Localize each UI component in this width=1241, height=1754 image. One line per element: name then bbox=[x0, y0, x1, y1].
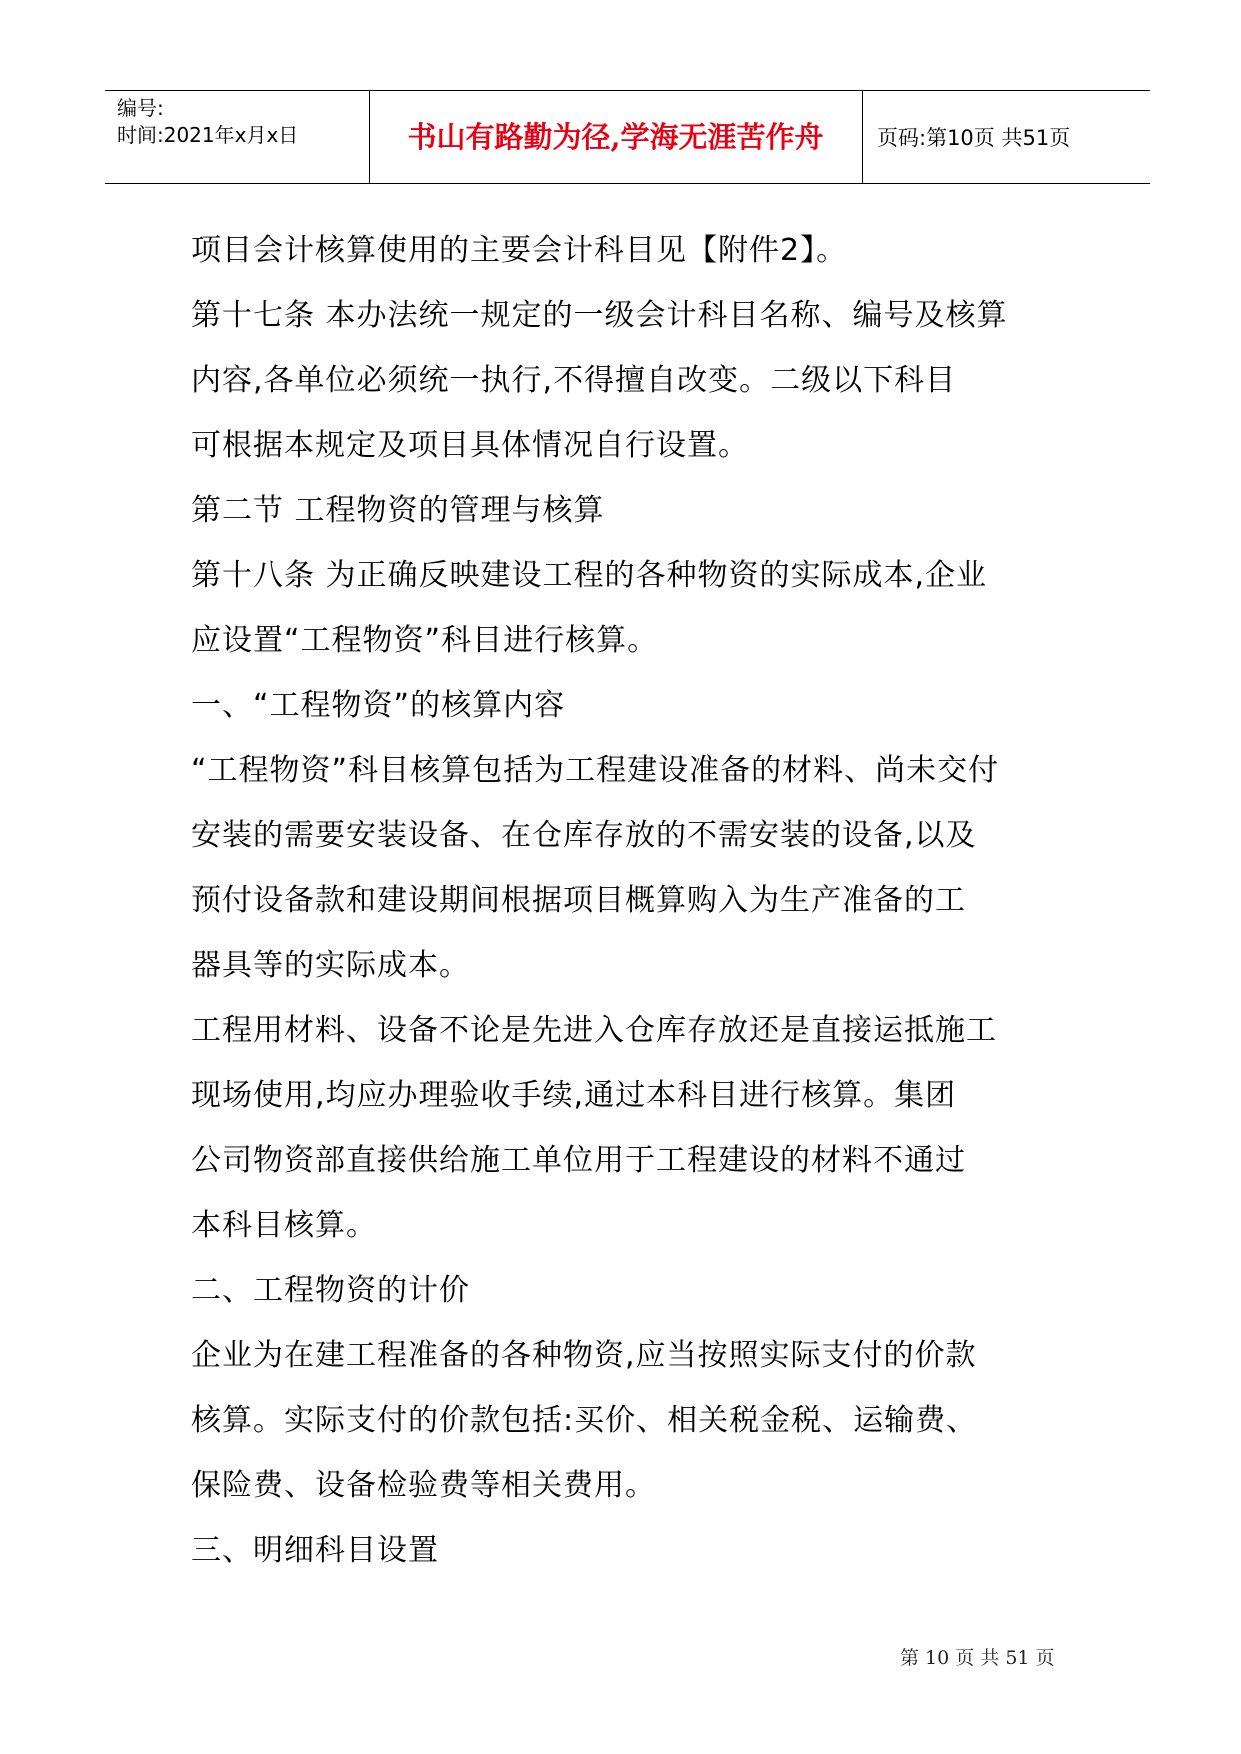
header-motto: 书山有路勤为径,学海无涯苦作舟 bbox=[407, 120, 824, 154]
time-label: 时间:2021年x月x日 bbox=[117, 123, 299, 147]
body-line: 可根据本规定及项目具体情况自行设置。 bbox=[191, 428, 749, 463]
page-footer-number: 第 10 页 共 51 页 bbox=[900, 1647, 1055, 1669]
body-line: 第十七条 本办法统一规定的一级会计科目名称、编号及核算 bbox=[191, 298, 1008, 333]
body-line: 器具等的实际成本。 bbox=[191, 948, 470, 983]
header-page-number: 页码:第10页 共51页 bbox=[877, 126, 1071, 150]
section-heading: 第二节 工程物资的管理与核算 bbox=[191, 493, 605, 528]
body-line: 安装的需要安装设备、在仓库存放的不需安装的设备,以及 bbox=[191, 818, 977, 853]
body-line: 预付设备款和建设期间根据项目概算购入为生产准备的工 bbox=[191, 883, 966, 918]
subsection-heading: 二、工程物资的计价 bbox=[191, 1273, 470, 1308]
page-header bbox=[105, 90, 1150, 184]
body-line: 现场使用,均应办理验收手续,通过本科目进行核算。集团 bbox=[191, 1078, 957, 1113]
body-line: 项目会计核算使用的主要会计科目见【附件2】。 bbox=[191, 233, 848, 268]
body-line: “工程物资”科目核算包括为工程建设准备的材料、尚未交付 bbox=[191, 753, 1000, 788]
body-line: 核算。实际支付的价款包括:买价、相关税金税、运输费、 bbox=[191, 1403, 978, 1438]
header-divider-right bbox=[862, 91, 863, 183]
body-line: 工程用材料、设备不论是先进入仓库存放还是直接运抵施工 bbox=[191, 1013, 997, 1048]
header-meta bbox=[117, 95, 298, 149]
body-line: 本科目核算。 bbox=[191, 1208, 377, 1243]
body-line: 第十八条 为正确反映建设工程的各种物资的实际成本,企业 bbox=[191, 558, 988, 593]
body-line: 保险费、设备检验费等相关费用。 bbox=[191, 1468, 656, 1503]
body-line: 内容,各单位必须统一执行,不得擅自改变。二级以下科目 bbox=[191, 363, 957, 398]
serial-label: 编号: bbox=[117, 96, 164, 120]
body-line: 应设置“工程物资”科目进行核算。 bbox=[191, 623, 659, 658]
body-line: 企业为在建工程准备的各种物资,应当按照实际支付的价款 bbox=[191, 1338, 977, 1373]
body-line: 公司物资部直接供给施工单位用于工程建设的材料不通过 bbox=[191, 1143, 966, 1178]
subsection-heading: 三、明细科目设置 bbox=[191, 1533, 439, 1568]
subsection-heading: 一、“工程物资”的核算内容 bbox=[191, 688, 566, 723]
document-body bbox=[191, 218, 1091, 1583]
